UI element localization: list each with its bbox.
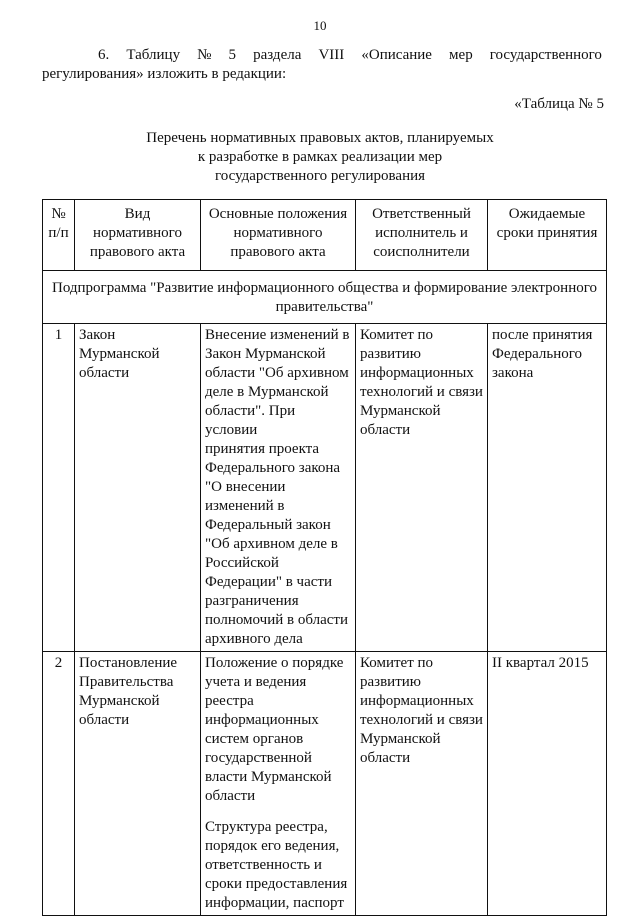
page-top-mark <box>290 0 360 6</box>
amendment-paragraph <box>42 46 602 84</box>
paragraph-word: 5 <box>228 47 237 63</box>
header-responsible: Ответственный исполнитель и соисполнители <box>356 200 488 271</box>
table-row <box>43 652 607 916</box>
paragraph-word: 6. <box>98 47 110 63</box>
provisions-cell: Положение о порядке учета и ведения реестра информационных систем органов государственной власти Мурманской области Структура реестра, порядок его ведения, ответственность и сроки предоставления информации, паспорт <box>201 652 356 916</box>
subprogram-row <box>43 271 607 324</box>
header-act-type: Вид нормативного правового акта <box>75 200 201 271</box>
paragraph-word: раздела <box>253 47 302 63</box>
table-heading <box>0 129 640 186</box>
paragraph-word: VIII <box>318 47 345 63</box>
heading-line: к разработке в рамках реализации мер <box>197 149 443 165</box>
header-main-provisions: Основные положения нормативного правового акта <box>201 200 356 271</box>
row-number: 2 <box>43 652 75 916</box>
subprogram-title: Подпрограмма "Развитие информационного общества и формирование электронного правительства" <box>43 271 607 324</box>
header-num: № п/п <box>43 200 75 271</box>
provisions-cell: Внесение изменений в Закон Мурманской области "Об архивном деле в Мурманской области". При условии принятия проекта Федерального закона "О внесении изменений в Федеральный закон "Об архивном деле в Российской Федерации" в части разграничения полномочий в области архивного дела <box>201 324 356 652</box>
deadline-cell: после принятия Федерального закона <box>488 324 607 652</box>
table-header-row <box>43 200 607 271</box>
regulatory-acts-table <box>42 199 607 916</box>
paragraph-line-1 <box>42 46 602 65</box>
responsible-cell: Комитет по развитию информационных технологий и связи Мурманской области <box>356 652 488 916</box>
responsible-cell: Комитет по развитию информационных технологий и связи Мурманской области <box>356 324 488 652</box>
header-deadline: Ожидаемые сроки принятия <box>488 200 607 271</box>
act-type-cell: Постановление Правительства Мурманской области <box>75 652 201 916</box>
page-number: 10 <box>313 18 327 33</box>
act-type-cell: Закон Мурманской области <box>75 324 201 652</box>
paragraph-word: № <box>197 47 212 63</box>
provisions-extra: Структура реестра, порядок его ведения, ответственность и сроки предоставления информации, паспорт <box>205 819 348 911</box>
paragraph-word: государственного <box>489 47 602 63</box>
deadline-cell: II квартал 2015 <box>488 652 607 916</box>
heading-line: государственного регулирования <box>214 168 426 184</box>
table-label: «Таблица № 5 <box>514 96 604 112</box>
row-number: 1 <box>43 324 75 652</box>
paragraph-word: Таблицу <box>126 47 181 63</box>
heading-line: Перечень нормативных правовых актов, планируемых <box>146 130 494 146</box>
paragraph-word: «Описание <box>361 47 432 63</box>
paragraph-word: мер <box>449 47 473 63</box>
paragraph-line-2: регулирования» изложить в редакции: <box>42 66 287 82</box>
table-row <box>43 324 607 652</box>
